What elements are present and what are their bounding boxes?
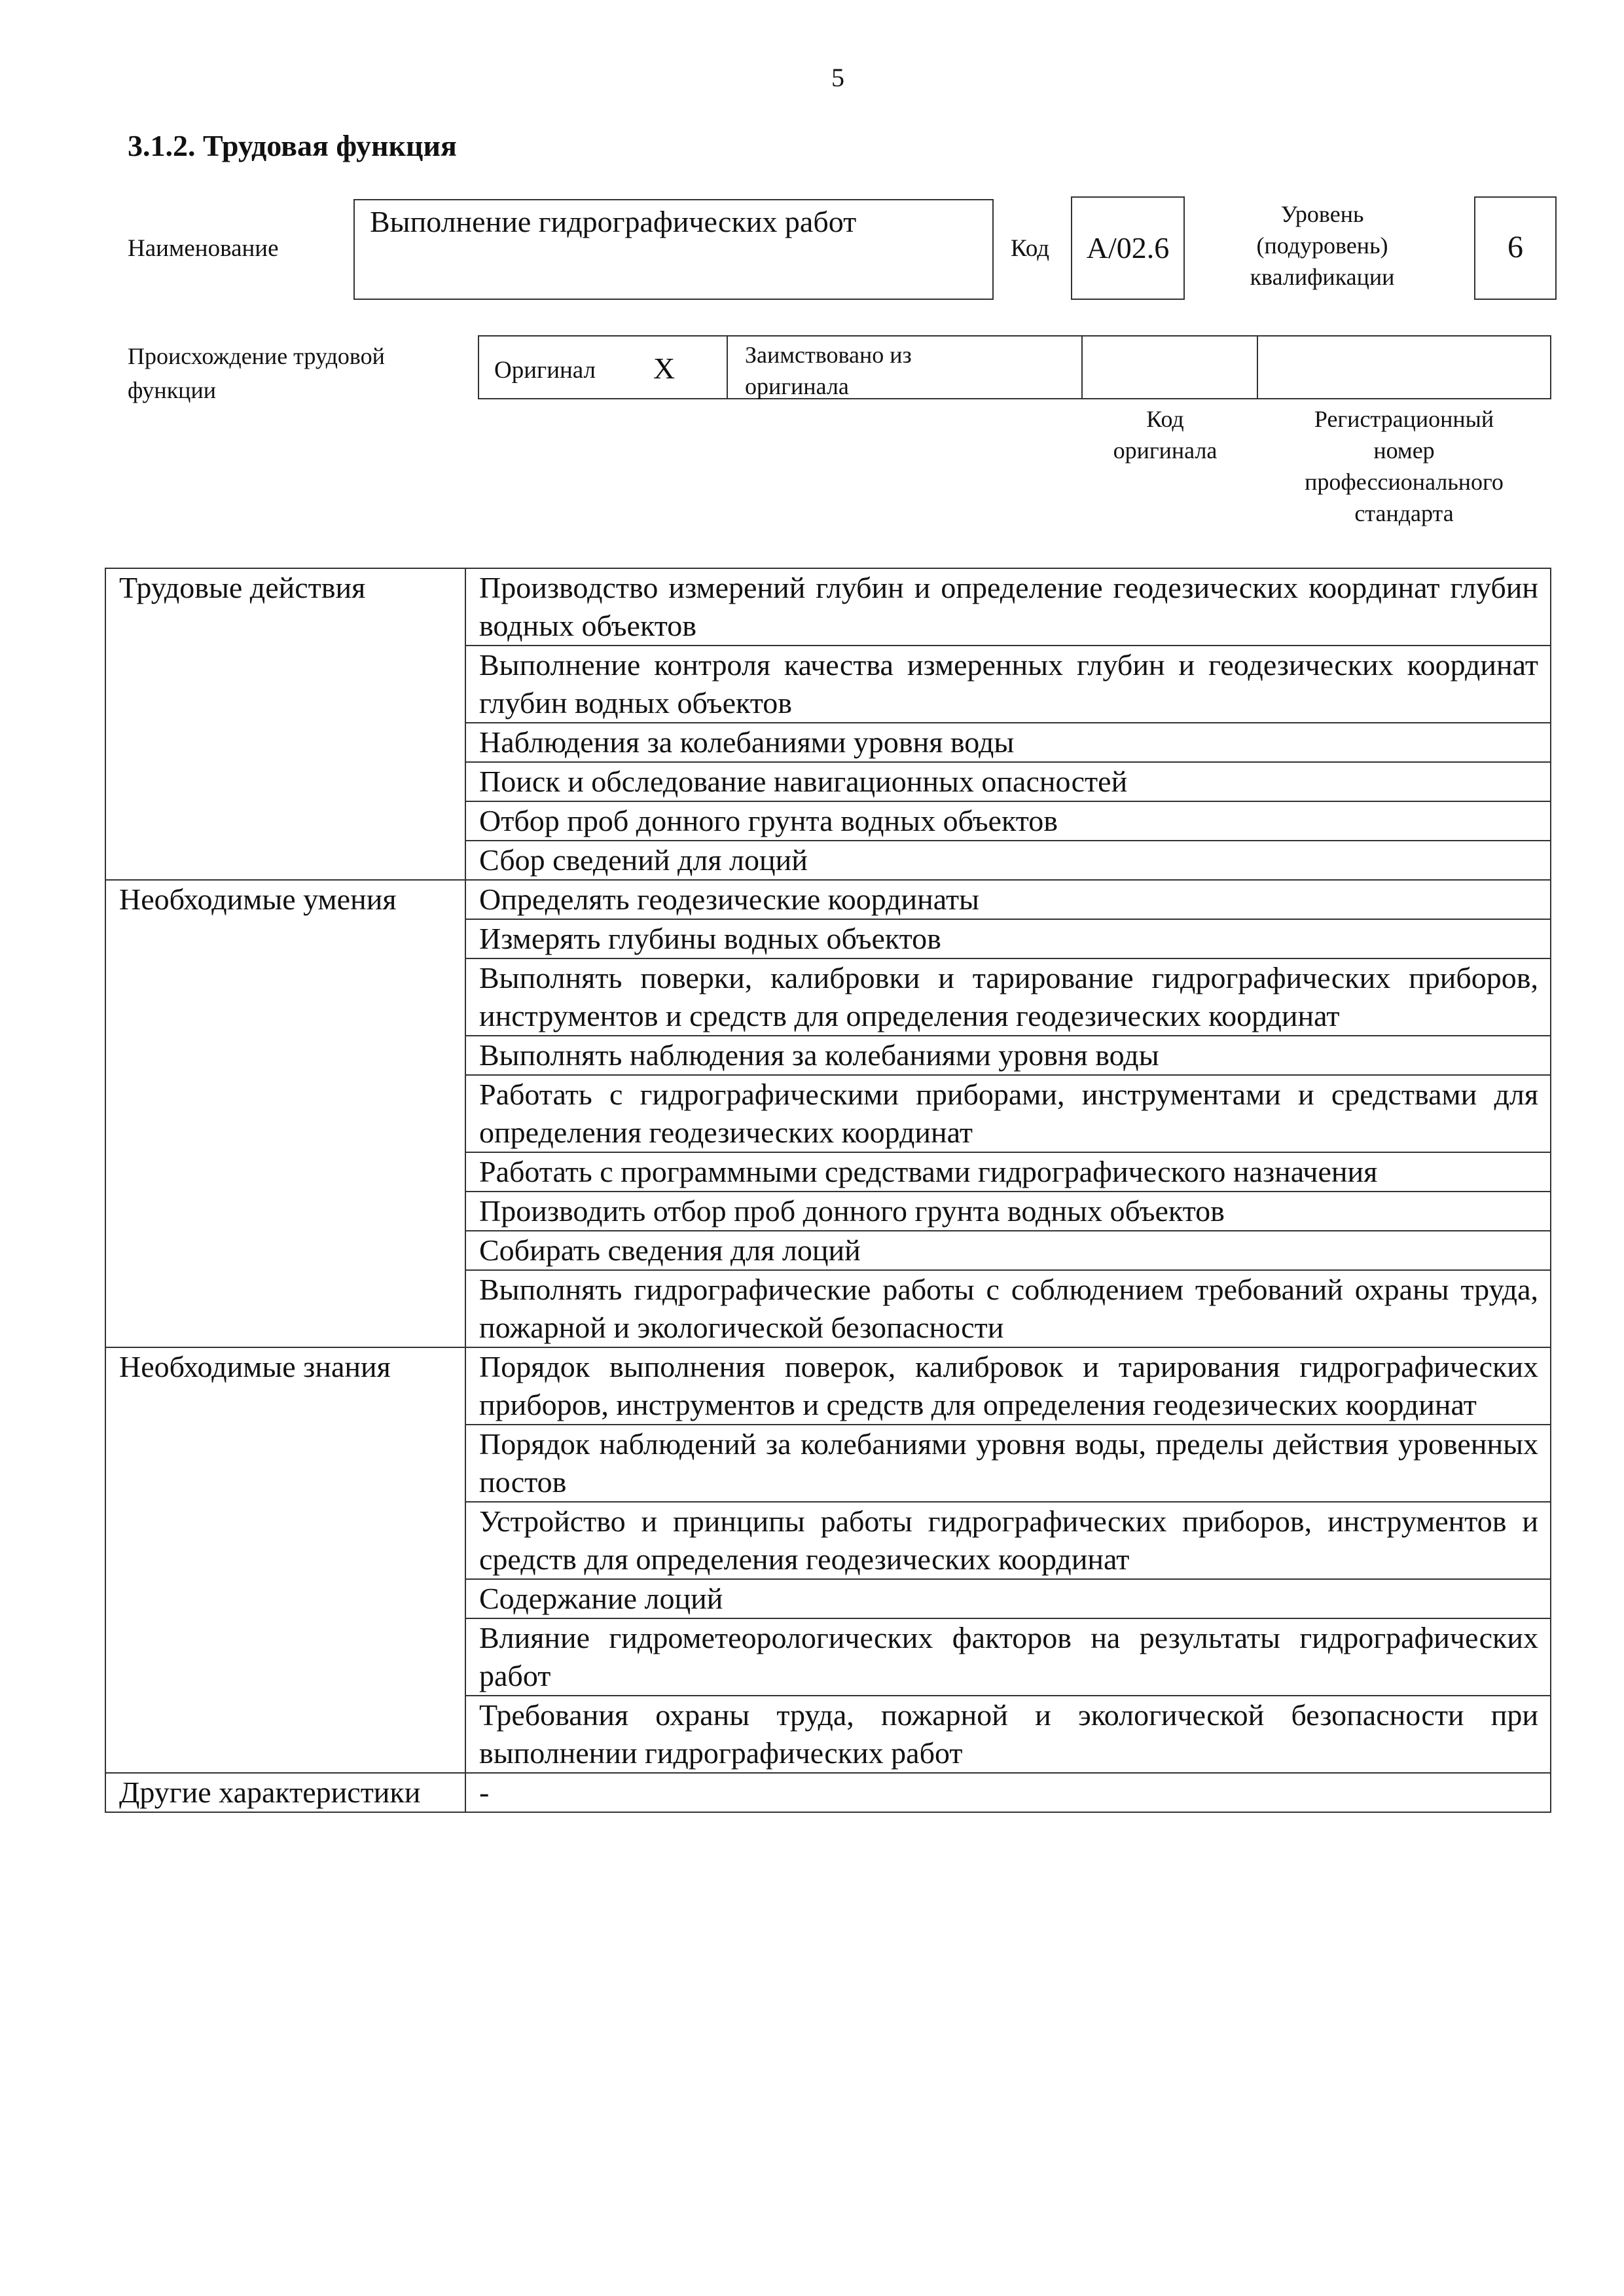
- required-knowledge-label: Необходимые знания: [105, 1347, 465, 1773]
- labor-actions-label: Трудовые действия: [105, 568, 465, 880]
- table-row: [105, 1347, 1551, 1425]
- code-label: Код: [1011, 235, 1050, 262]
- knowledge-item: Влияние гидрометеорологических факторов на результаты гидрографических работ: [465, 1618, 1551, 1696]
- function-name-value: Выполнение гидрографических работ: [370, 205, 857, 238]
- knowledge-item: Устройство и принципы работы гидрографических приборов, инструментов и средств для определения геодезических координат: [465, 1502, 1551, 1579]
- reg-number-line: номер: [1373, 437, 1435, 464]
- labor-action-item: Выполнение контроля качества измеренных глубин и геодезических координат глубин водных объектов: [465, 646, 1551, 723]
- name-label: Наименование: [128, 235, 279, 262]
- level-label-line: Уровень: [1280, 201, 1364, 227]
- qualification-level-value: 6: [1507, 230, 1523, 264]
- qualification-level-label: [1244, 198, 1401, 293]
- other-characteristics-label: Другие характеристики: [105, 1773, 465, 1812]
- code-original-label: [1087, 403, 1244, 466]
- origin-label-line: Происхождение трудовой: [128, 343, 385, 369]
- original-mark: X: [653, 352, 676, 385]
- origin-label: [128, 339, 385, 407]
- borrowed-label-line: Заимствовано из: [745, 342, 912, 368]
- origin-label-line: функции: [128, 377, 216, 403]
- labor-action-item: Поиск и обследование навигационных опасностей: [465, 762, 1551, 801]
- code-original-line: оригинала: [1113, 437, 1218, 464]
- code-value: A/02.6: [1086, 231, 1170, 264]
- skill-item: Выполнять гидрографические работы с соблюдением требований охраны труда, пожарной и экологической безопасности: [465, 1270, 1551, 1347]
- code-original-line: Код: [1146, 406, 1184, 432]
- level-label-line: (подуровень): [1256, 232, 1388, 259]
- skill-item: Собирать сведения для лоций: [465, 1231, 1551, 1270]
- knowledge-item: Порядок наблюдений за колебаниями уровня воды, пределы действия уровенных постов: [465, 1425, 1551, 1502]
- labor-action-item: Производство измерений глубин и определение геодезических координат глубин водных объектов: [465, 568, 1551, 646]
- labor-action-item: Наблюдения за колебаниями уровня воды: [465, 723, 1551, 762]
- knowledge-item: Содержание лоций: [465, 1579, 1551, 1618]
- required-skills-label: Необходимые умения: [105, 880, 465, 1347]
- knowledge-item: Порядок выполнения поверок, калибровок и тарирования гидрографических приборов, инструментов и средств для определения геодезических координат: [465, 1347, 1551, 1425]
- table-row: [105, 568, 1551, 646]
- table-row: [105, 1773, 1551, 1812]
- skill-item: Работать с программными средствами гидрографического назначения: [465, 1152, 1551, 1192]
- skill-item: Выполнять наблюдения за колебаниями уровня воды: [465, 1036, 1551, 1075]
- origin-divider: [1081, 335, 1083, 399]
- labor-action-item: Сбор сведений для лоций: [465, 841, 1551, 880]
- registration-number-label: [1257, 403, 1551, 529]
- skill-item: Измерять глубины водных объектов: [465, 919, 1551, 958]
- reg-number-line: профессионального: [1305, 469, 1504, 495]
- reg-number-line: Регистрационный: [1314, 406, 1494, 432]
- origin-divider: [1257, 335, 1258, 399]
- origin-row-box: [478, 335, 1551, 399]
- reg-number-line: стандарта: [1354, 500, 1454, 526]
- other-characteristics-value: -: [465, 1773, 1551, 1812]
- function-details-table: [105, 568, 1551, 1813]
- table-row: [105, 880, 1551, 919]
- level-label-line: квалификации: [1250, 264, 1395, 290]
- origin-divider: [727, 335, 728, 399]
- section-title: 3.1.2. Трудовая функция: [128, 129, 457, 162]
- labor-action-item: Отбор проб донного грунта водных объектов: [465, 801, 1551, 841]
- borrowed-label: [745, 339, 912, 402]
- borrowed-label-line: оригинала: [745, 373, 849, 399]
- skill-item: Определять геодезические координаты: [465, 880, 1551, 919]
- skill-item: Работать с гидрографическими приборами, инструментами и средствами для определения геодезических координат: [465, 1075, 1551, 1152]
- original-label: Оригинал: [494, 357, 596, 384]
- knowledge-item: Требования охраны труда, пожарной и экологической безопасности при выполнении гидрографических работ: [465, 1696, 1551, 1773]
- skill-item: Выполнять поверки, калибровки и тарирование гидрографических приборов, инструментов и средств для определения геодезических координат: [465, 958, 1551, 1036]
- page-number: 5: [831, 63, 844, 92]
- skill-item: Производить отбор проб донного грунта водных объектов: [465, 1192, 1551, 1231]
